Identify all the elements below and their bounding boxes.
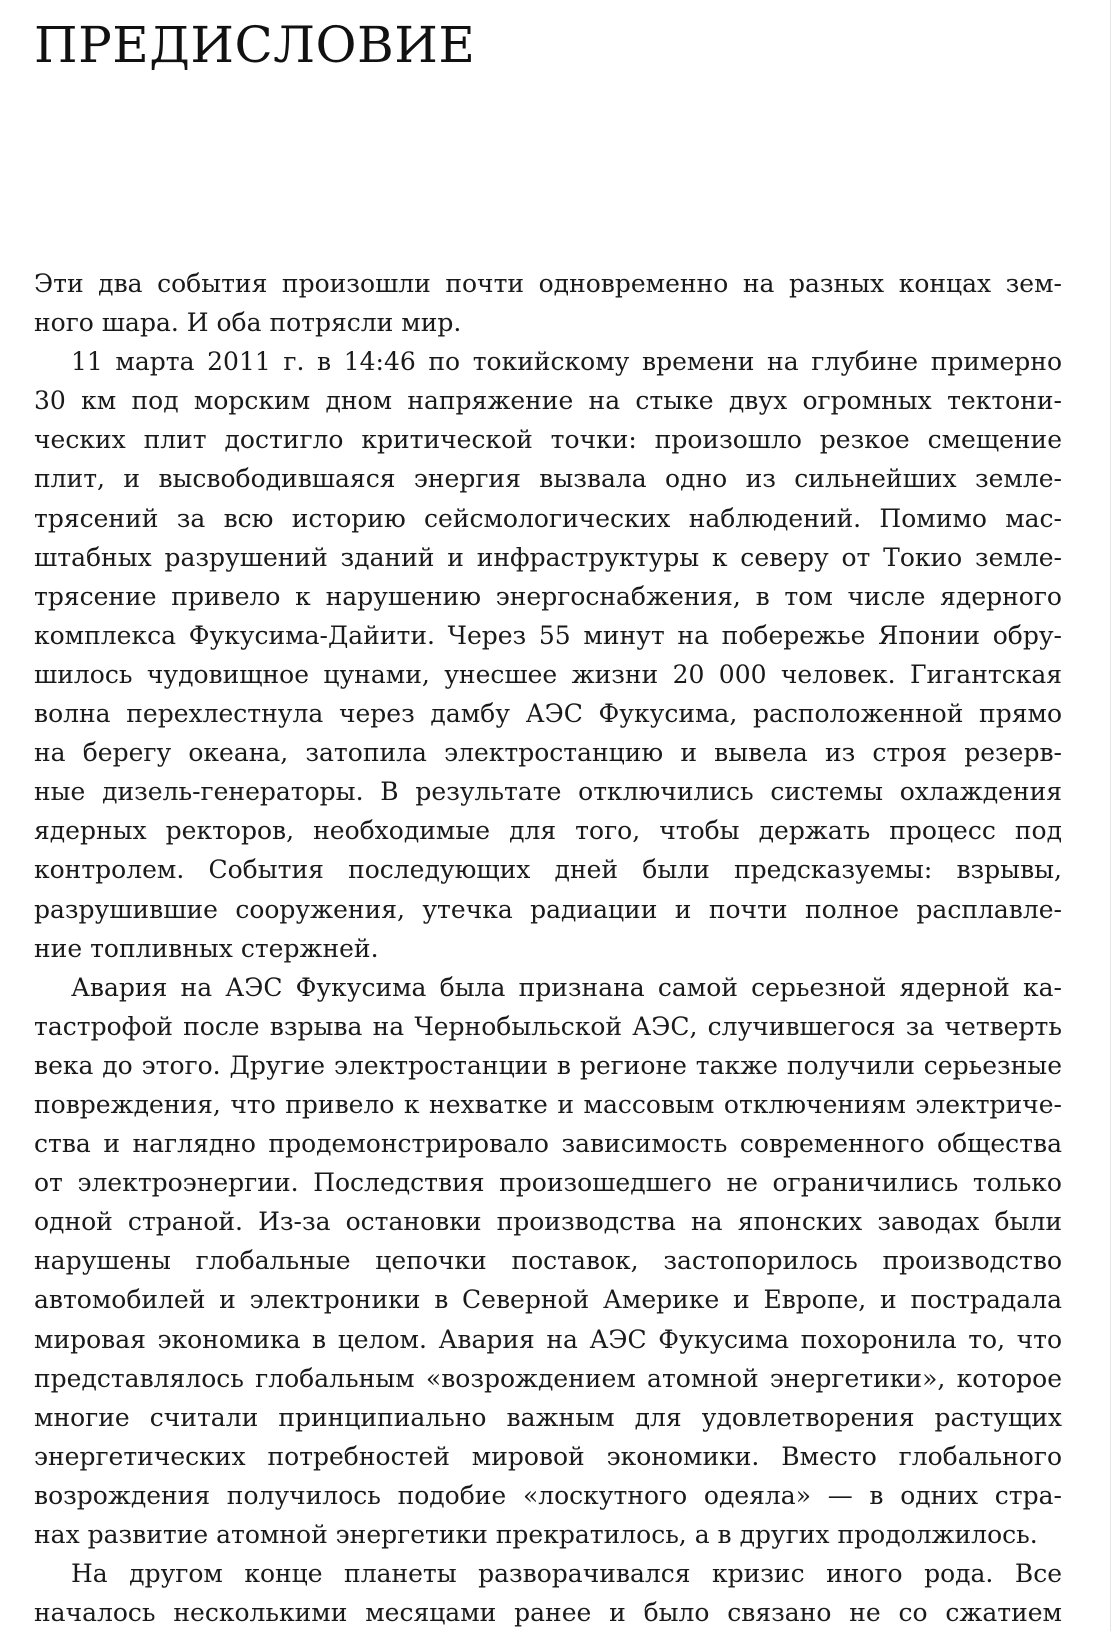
- text-line: плит, и высвободившаяся энергия вызвала одно из сильнейших земле-: [34, 464, 1062, 494]
- text-line: началось несколькими месяцами ранее и было связано не со сжатием: [34, 1598, 1062, 1628]
- text-line: тастрофой после взрыва на Чернобыльской АЭС, случившегося за четверть: [34, 1011, 1062, 1041]
- text-line: от электроэнергии. Последствия произошедшего не ограничились только: [34, 1168, 1062, 1198]
- text-line: шилось чудовищное цунами, унесшее жизни 20 000 человек. Гигантская: [34, 659, 1062, 689]
- text-line: разрушившие сооружения, утечка радиации и почти полное расплавле-: [34, 894, 1062, 924]
- text-line: 30 км под морским дном напряжение на стыке двух огромных тектони-: [34, 386, 1062, 416]
- text-line: ние топливных стержней.: [34, 933, 379, 963]
- text-line: нарушены глобальные цепочки поставок, застопорилось производство: [34, 1246, 1062, 1276]
- text-line: трясений за всю историю сейсмологических наблюдений. Помимо мас-: [34, 503, 1062, 533]
- text-line: одной страной. Из-за остановки производства на японских заводах были: [34, 1207, 1062, 1237]
- text-line: контролем. События последующих дней были предсказуемы: взрывы,: [34, 855, 1062, 885]
- text-line: нах развитие атомной энергетики прекратилось, а в других продолжилось.: [34, 1520, 1038, 1549]
- text-line: ства и наглядно продемонстрировало зависимость современного общества: [34, 1129, 1062, 1159]
- text-line: Эти два события произошли почти одновременно на разных концах зем-: [34, 269, 1062, 298]
- text-line: ческих плит достигло критической точки: произошло резкое смещение: [34, 425, 1062, 455]
- text-line: На другом конце планеты разворачивался кризис иного рода. Все: [71, 1559, 1062, 1589]
- text-line: 11 марта 2011 г. в 14:46 по токийскому времени на глубине примерно: [71, 347, 1062, 377]
- text-line: повреждения, что привело к нехватке и массовым отключениям электриче-: [34, 1089, 1062, 1119]
- text-line: волна перехлестнула через дамбу АЭС Фукусима, расположенной прямо: [34, 699, 1062, 729]
- text-line: ного шара. И оба потрясли мир.: [34, 308, 462, 338]
- text-line: возрождения получилось подобие «лоскутного одеяла» — в одних стра-: [34, 1480, 1062, 1510]
- text-line: ядерных ректоров, необходимые для того, чтобы держать процесс под: [34, 816, 1062, 846]
- text-line: многие считали принципиально важным для удовлетворения растущих: [34, 1402, 1062, 1432]
- text-line: века до этого. Другие электростанции в регионе также получили серьезные: [34, 1050, 1062, 1080]
- chapter-title: ПРЕДИСЛОВИЕ: [34, 16, 476, 74]
- text-line: трясение привело к нарушению энергоснабжения, в том числе ядерного: [34, 581, 1062, 611]
- text-line: представлялось глобальным «возрождением атомной энергетики», которое: [34, 1363, 1062, 1393]
- text-line: комплекса Фукусима-Дайити. Через 55 минут на побережье Японии обру-: [34, 620, 1062, 650]
- chapter-body: [34, 264, 1062, 1632]
- text-line: Авария на АЭС Фукусима была признана самой серьезной ядерной ка-: [71, 972, 1062, 1002]
- text-line: автомобилей и электроники в Северной Америке и Европе, и пострадала: [34, 1285, 1062, 1315]
- text-line: на берегу океана, затопила электростанцию и вывела из строя резерв-: [34, 738, 1062, 768]
- text-line: энергетических потребностей мировой экономики. Вместо глобального: [34, 1441, 1062, 1471]
- text-line: ные дизель-генераторы. В результате отключились системы охлаждения: [34, 777, 1062, 807]
- text-line: мировая экономика в целом. Авария на АЭС Фукусима похоронила то, что: [34, 1324, 1062, 1354]
- text-line: штабных разрушений зданий и инфраструктуры к северу от Токио земле-: [34, 542, 1062, 572]
